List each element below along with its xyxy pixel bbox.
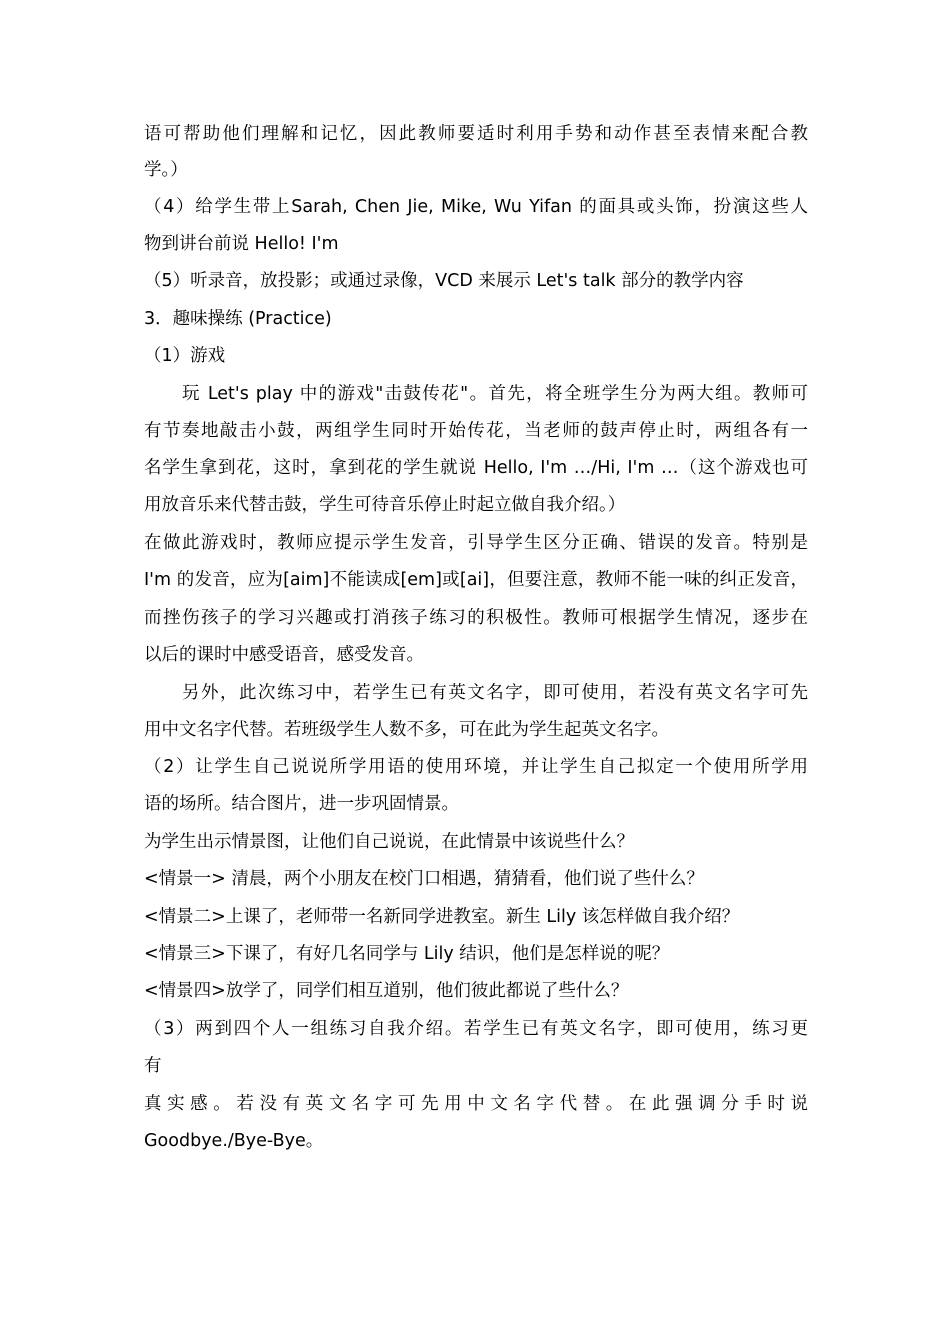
- text-line: <情景二>上课了，老师带一名新同学进教室。新生 Lily 该怎样做自我介绍？: [144, 907, 740, 927]
- text-line: 以后的课时中感受语音，感受发音。: [144, 645, 424, 665]
- text-line: （2）让学生自己说说所学用语的使用环境，并让学生自己拟定一个使用所学用: [144, 757, 808, 777]
- text-line: 语的场所。结合图片，进一步巩固情景。: [144, 794, 459, 814]
- text-line: 语可帮助他们理解和记忆，因此教师要适时利用手势和动作甚至表情来配合教: [144, 124, 808, 144]
- section-heading: 3．趣味操练 (Practice): [144, 309, 332, 329]
- subsection-heading: （1）游戏: [144, 346, 226, 366]
- text-line: I'm 的发音，应为[aim]不能读成[em]或[ai]，但要注意，教师不能一味的纠正发音，: [144, 570, 808, 590]
- text-line: （3）两到四个人一组练习自我介绍。若学生已有英文名字，即可使用，练习更: [144, 1019, 808, 1039]
- text-line: 用放音乐来代替击鼓，学生可待音乐停止时起立做自我介绍。）: [144, 495, 626, 515]
- text-line: 另外，此次练习中，若学生已有英文名字，即可使用，若没有英文名字可先: [182, 683, 808, 703]
- text-line: Goodbye./Bye-Bye。: [144, 1131, 324, 1151]
- text-line: 在做此游戏时，教师应提示学生发音，引导学生区分正确、错误的发音。特别是: [144, 533, 808, 553]
- text-line: 有: [144, 1056, 162, 1076]
- text-line: <情景四>放学了，同学们相互道别，他们彼此都说了些什么？: [144, 981, 629, 1001]
- text-line: <情景一> 清晨，两个小朋友在校门口相遇，猜猜看，他们说了些什么？: [144, 869, 704, 889]
- text-line: 真实感。若没有英文名字可先用中文名字代替。在此强调分手时说: [144, 1094, 808, 1114]
- text-line: （4）给学生带上Sarah, Chen Jie, Mike, Wu Yifan 的面具或头饰，扮演这些人: [144, 197, 808, 217]
- text-line: （5）听录音，放投影；或通过录像，VCD 来展示 Let's talk 部分的教学内容: [144, 271, 744, 291]
- text-line: 物到讲台前说 Hello! I'm: [144, 234, 339, 254]
- text-line: 玩 Let's play 中的游戏"击鼓传花"。首先，将全班学生分为两大组。教师可: [182, 384, 808, 404]
- text-line: 学。）: [144, 160, 188, 180]
- text-line: 名学生拿到花，这时，拿到花的学生就说 Hello, I'm …/Hi, I'm …（这个游戏也可: [144, 458, 808, 478]
- text-line: 而挫伤孩子的学习兴趣或打消孩子练习的积极性。教师可根据学生情况，逐步在: [144, 608, 808, 628]
- text-line: 有节奏地敲击小鼓，两组学生同时开始传花，当老师的鼓声停止时，两组各有一: [144, 421, 808, 441]
- text-line: <情景三>下课了，有好几名同学与 Lily 结识，他们是怎样说的呢？: [144, 944, 670, 964]
- text-line: 用中文名字代替。若班级学生人数不多，可在此为学生起英文名字。: [144, 720, 669, 740]
- text-line: 为学生出示情景图，让他们自己说说，在此情景中该说些什么？: [144, 832, 634, 852]
